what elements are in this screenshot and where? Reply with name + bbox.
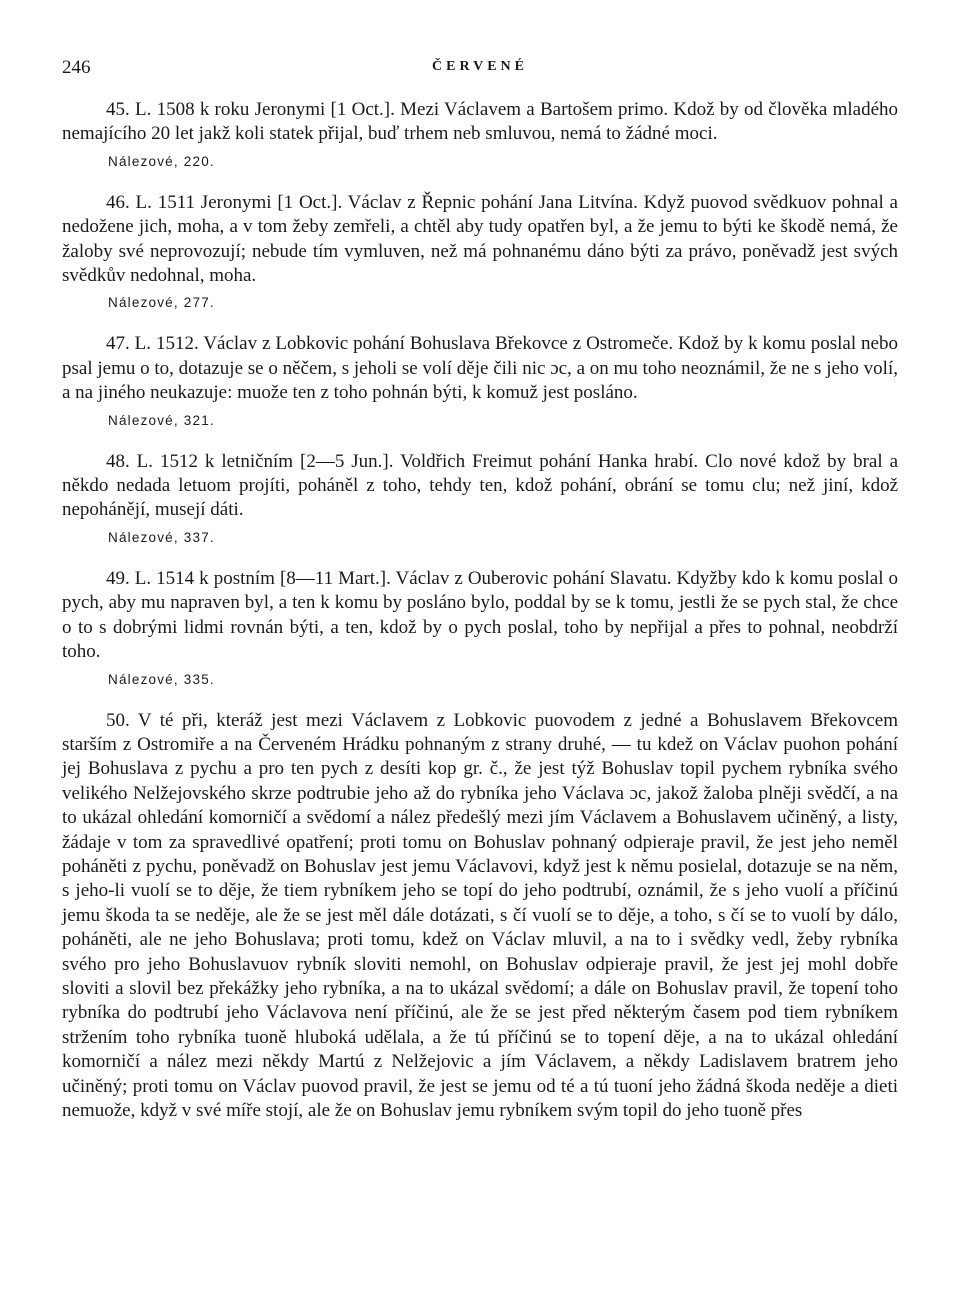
entry-47 xyxy=(62,332,898,429)
entry-48 xyxy=(62,450,898,547)
page-content xyxy=(62,98,898,1123)
running-title: ČERVENÉ xyxy=(432,59,528,74)
entry-text: 47. L. 1512. Václav z Lobkovic pohání Bohuslava Břekovce z Ostromeče. Kdož by k komu poslal nebo psal jemu o to, dotazuje se o něčem, s jeholi se volí děje čili nic ɔc, a on mu toho neoznámil, že ne s jeho volí, a na jiného neukazuje: muože ten z toho pohnán býti, k komuž jest posláno. xyxy=(62,333,898,404)
source-citation: Nálezové, 337. xyxy=(108,529,215,545)
source-citation: Nálezové, 277. xyxy=(108,295,215,311)
page-number: 246 xyxy=(62,57,91,78)
source-citation: Nálezové, 321. xyxy=(108,412,215,428)
entry-text: 48. L. 1512 k letničním [2—5 Jun.]. Voldřich Freimut pohání Hanka hrabí. Clo nové kdož by bral a někdo nedada letuom projíti, poháněl z toho, tehdy ten, kdož pohání, obrání se tomu clu; než jiní, kdož nepohánějí, musejí dáti. xyxy=(62,450,898,521)
entry-46 xyxy=(62,191,898,313)
source-citation: Nálezové, 220. xyxy=(108,153,215,169)
entry-49 xyxy=(62,567,898,689)
entry-45 xyxy=(62,98,898,171)
entry-50 xyxy=(62,709,898,1124)
entry-text: 45. L. 1508 k roku Jeronymi [1 Oct.]. Mezi Václavem a Bartošem primo. Kdož by od člověka mladého nemajícího 20 let jakž koli statek přijal, buď trhem neb smluvou, nemá to žádné moci. xyxy=(62,99,898,145)
entry-text: 49. L. 1514 k postním [8—11 Mart.]. Václav z Ouberovic pohání Slavatu. Kdyžby kdo k komu poslal o pych, aby mu napraven byl, a ten k komu by posláno bylo, poddal by se k tomu, jestli že se pych stal, že chce o to s dobrými lidmi rovnán býti, a ten, kdož by o pych poslal, toho by nepřijal a přes to pohnal, neobdrží toho. xyxy=(62,567,898,663)
entry-text: 46. L. 1511 Jeronymi [1 Oct.]. Václav z Řepnic pohání Jana Litvína. Když puovod svědkuov pohnal a nedožene jich, moha, a v tom žeby zemřeli, a chtěl aby tudy opatřen byl, a že jemu to býti ke škodě nemá, že žaloby své neprovozují; nebude tím vymluven, než má pohnanému dáno býti za právo, poněvadž jest svých svědkův nedohnal, moha. xyxy=(62,191,898,287)
entry-text: 50. V té při, kteráž jest mezi Václavem z Lobkovic puovodem z jedné a Bohuslavem Břekovcem starším z Ostromiře a na Červeném Hrádku pohnaným z strany druhé, — tu kdež on Václav puohon pohání jej Bohuslava z pychu a pro ten pych z desíti kop gr. č., že jest týž Bohuslav topil pychem rybníka svého velikého Nelžejovského skrze podtrubie jeho až do rybníka jeho Václava ɔc, jakož žaloba plněji svědčí, a na to ukázal ohledání komorničí a svědomí a nález předešlý mezi jím Václavem a Bohuslavem učiněný, a listy, žádaje v tom za spravedlivé opatření; proti tomu on Bohuslav pohnaný odpieraje pravil, že jest jeho neměl poháněti z pychu, poněvadž on Bohuslav jest jemu Václavovi, když jest k němu posielal, dotazuje se na něm, s jeho-li vuolí se to děje, že tiem rybníkem jeho se topí do jeho podtrubí, oznámil, že s jeho vuolí a příčinú jemu škoda ta se neděje, ale že se jest měl dále dotázati, s čí vuolí se to děje, a toho, s čí se to vuolí by dálo, poháněti, ale ne jeho Bohuslava; proti tomu, kdež on Václav mluvil, a na to i svědky vedl, žeby rybníka svého pro jeho Bohuslavuov rybník sloviti nemohl, on Bohuslav odpieraje pravil, že jest jej mohl dobře sloviti a slovil bez překážky jeho rybníka, a na to ukázal svědomí; a dále on Bohuslav pravil, že topení toho rybníka do podtrubí jeho Václavova není příčinú, ale že se jest před některým časem pod tiem rybníkem stržením toho rybníka tuoně hluboká udělala, a že tú příčinú se to topení děje, a na to ukázal ohledání komorničí a nález mezi někdy Martú z Nelžejovic a jím Václavem, a někdy Ladislavem bratrem jeho učiněný; proti tomu on Václav puovod pravil, že jest se jemu od té a tú tuoní jeho žádná škoda neděje a dieti nemuože, když v své míře stojí, ale že on Bohuslav jemu rybníkem svým topil do jeho tuoně přes xyxy=(62,709,898,1121)
page-header xyxy=(0,57,960,83)
source-citation: Nálezové, 335. xyxy=(108,671,215,687)
